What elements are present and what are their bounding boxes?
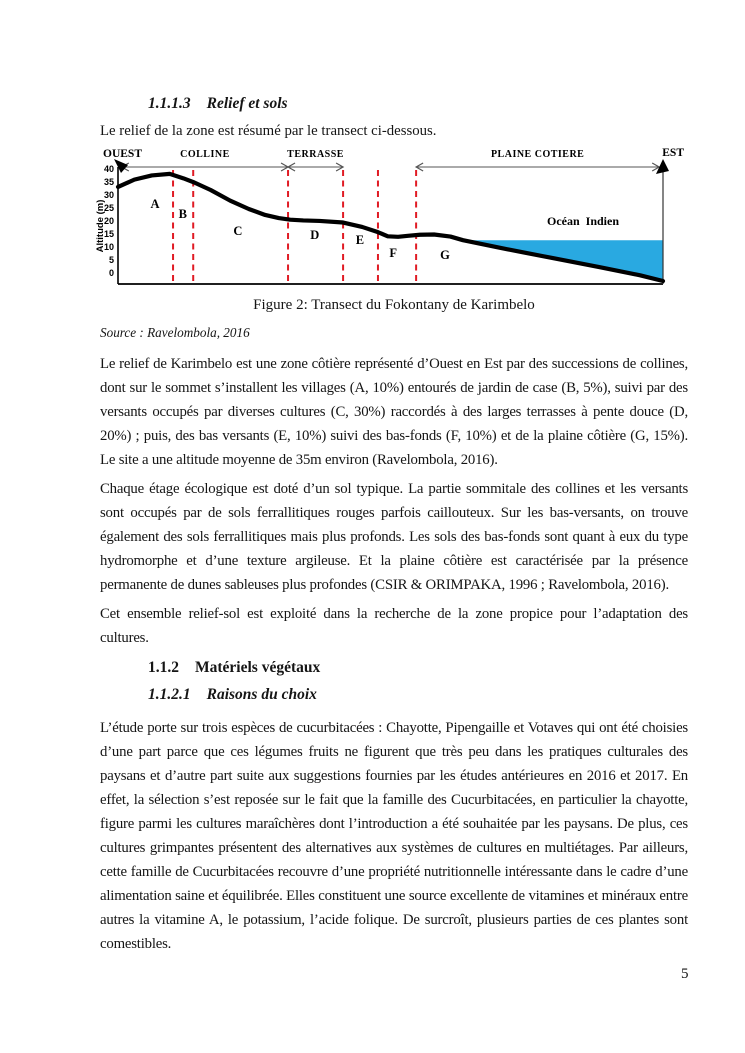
section-number: 1.1.2 bbox=[148, 659, 179, 676]
section-title: Relief et sols bbox=[206, 95, 288, 112]
zone-letter: B bbox=[178, 206, 188, 221]
section-heading-relief-et-sols bbox=[148, 93, 688, 114]
span-label: TERRASSE bbox=[287, 149, 344, 160]
intro-sentence: Le relief de la zone est résumé par le transect ci-dessous. bbox=[100, 123, 437, 139]
y-tick-label: 25 bbox=[103, 203, 114, 214]
zone-letter: D bbox=[310, 228, 320, 242]
page-number: 5 bbox=[681, 966, 689, 982]
y-axis-title: Altitude (m) bbox=[95, 199, 106, 253]
section-title: Raisons du choix bbox=[206, 686, 317, 703]
ocean-label: Océan Indien bbox=[546, 214, 620, 228]
y-tick-label: 10 bbox=[103, 242, 114, 253]
y-tick-label: 5 bbox=[108, 255, 114, 266]
section-title: Matériels végétaux bbox=[195, 659, 321, 676]
paragraph-conclusion: Cet ensemble relief-sol est exploité dans la recherche de la zone propice pour l’adaptation des cultures. bbox=[100, 606, 688, 646]
section-heading-raisons-du-choix bbox=[148, 684, 688, 705]
section-number: 1.1.2.1 bbox=[148, 686, 191, 703]
east-label: EST bbox=[662, 147, 684, 159]
transect-figure bbox=[95, 144, 685, 290]
zone-letter: E bbox=[355, 232, 365, 247]
figure-caption: Figure 2: Transect du Fokontany de Karimbelo bbox=[253, 297, 535, 313]
span-label: COLLINE bbox=[180, 149, 230, 160]
y-tick-label: 35 bbox=[103, 177, 114, 188]
paragraph-relief: Le relief de Karimbelo est une zone côtière représenté d’Ouest en Est par des successions de collines, dont sur le sommet s’installent les villages (A, 10%) entourés de jardin de case (B, 5%), suivi par des versants occupés par diverses cultures (C, 30%) raccordés à des larges terrasses à pente douce (D, 20%) ; puis, des bas versants (E, 10%) suivi des bas-fonds (F, 10%) et de la plaine côtière (G, 15%). Le site a une altitude moyenne de 35m environ (Ravelombola, 2016). bbox=[100, 356, 688, 468]
y-tick-label: 0 bbox=[108, 268, 114, 279]
west-arrow-icon bbox=[114, 159, 128, 173]
paragraph-sols: Chaque étage écologique est doté d’un sol typique. La partie sommitale des collines et les versants sont occupés par de sols ferrallitiques rouges parfois caillouteux. Sur les bas-versants, on trouve également des sols ferrallitiques mais plus profonds. Les sols des bas-fonds sont quant à eux du type hydromorphe et d’une texture argileuse. Et la plaine côtière est caractérisée par la présence permanente de dunes sableuses plus profondes (CSIR & ORIMPAKA, 1996 ; Ravelombola, 2016). bbox=[100, 481, 688, 593]
zone-letter: A bbox=[150, 197, 160, 212]
y-tick-label: 20 bbox=[103, 216, 114, 227]
zone-letter: F bbox=[389, 245, 398, 260]
section-heading-materiels-vegetaux bbox=[148, 657, 688, 678]
zone-letter: C bbox=[233, 224, 243, 239]
span-label: PLAINE COTIERE bbox=[490, 149, 585, 160]
paragraph-choix: L’étude porte sur trois espèces de cucurbitacées : Chayotte, Pipengaille et Votaves qui ont été choisies d’une part parce que ces légumes fruits ne figurent que très peu dans les pratiques culturales des paysans et d’autre part suite aux suggestions fournies par les études antérieures en 2016 et 2017. En effet, la sélection s’est reposée sur le fait que la famille des Cucurbitacées, en particulier la chayotte, figure parmi les cultures maraîchères dont l’introduction a été souhaitée par les paysans. De plus, ces cultures grimpantes présentent des alternatives aux systèmes de cultures en multiétages. Par ailleurs, cette famille de Cucurbitacées recouvre d’une propriété nutritionnelle intéressante dans le cadre d’une alimentation saine et équilibrée. Elles constituent une source excellente de vitamines et minéraux entre autres la vitamine A, le potassium, l’acide folique. De surcroît, plusieurs parties de ces plantes sont comestibles. bbox=[100, 720, 688, 952]
y-tick-label: 30 bbox=[103, 190, 114, 201]
figure-source: Source : Ravelombola, 2016 bbox=[100, 325, 250, 340]
section-number: 1.1.1.3 bbox=[148, 95, 191, 112]
y-tick-label: 40 bbox=[103, 164, 114, 175]
y-tick-label: 15 bbox=[103, 229, 114, 240]
zone-letter: G bbox=[440, 248, 450, 263]
transect-chart bbox=[95, 144, 685, 290]
west-label: OUEST bbox=[103, 148, 142, 160]
